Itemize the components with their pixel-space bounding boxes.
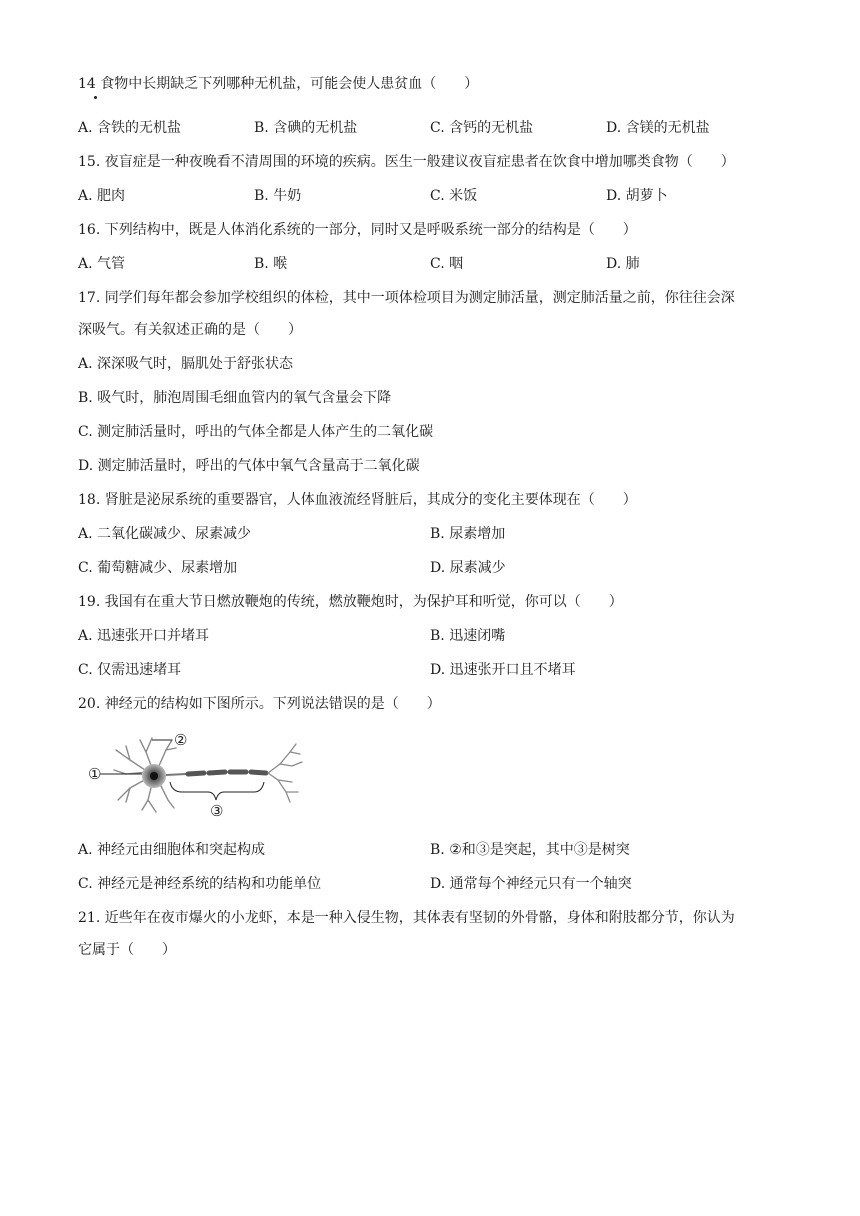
q20-option-d: D. 通常每个神经元只有一个轴突 <box>430 876 632 892</box>
figure-label-2: ② <box>174 731 188 749</box>
question-21-stem-line2: 它属于（ ） <box>78 942 176 958</box>
q16-option-c: C. 咽 <box>430 256 464 272</box>
question-20-stem: 20. 神经元的结构如下图所示。下列说法错误的是（ ） <box>78 696 441 712</box>
q15-option-b: B. 牛奶 <box>254 188 302 204</box>
question-15-stem: 15. 夜盲症是一种夜晚看不清周围的环境的疾病。医生一般建议夜盲症患者在饮食中增加哪类食物（ ） <box>78 154 735 170</box>
q19-option-d: D. 迅速张开口且不堵耳 <box>430 662 576 678</box>
myelin-sheath <box>188 772 266 774</box>
q14-option-b: B. 含碘的无机盐 <box>254 120 358 136</box>
q14-option-c: C. 含钙的无机盐 <box>430 120 534 136</box>
q17-option-b: B. 吸气时，肺泡周围毛细血管内的氧气含量会下降 <box>78 390 392 406</box>
q14-option-a: A. 含铁的无机盐 <box>78 120 182 136</box>
neuron-diagram <box>86 728 308 822</box>
question-18-stem: 18. 肾脏是泌尿系统的重要器官，人体血液流经肾脏后，其成分的变化主要体现在（ ） <box>78 492 637 508</box>
q16-option-d: D. 肺 <box>606 256 640 272</box>
question-16-stem: 16. 下列结构中，既是人体消化系统的一部分，同时又是呼吸系统一部分的结构是（ ） <box>78 222 637 238</box>
stray-dot <box>94 96 97 99</box>
question-17-stem-line1: 17. 同学们每年都会参加学校组织的体检，其中一项体检项目为测定肺活量，测定肺活量之前，你往往会深 <box>78 290 735 306</box>
question-21-stem-line1: 21. 近些年在夜市爆火的小龙虾，本是一种入侵生物，其体表有坚韧的外骨骼，身体和附肢都分节，你认为 <box>78 910 735 926</box>
q16-option-a: A. 气管 <box>78 256 126 272</box>
q18-option-d: D. 尿素减少 <box>430 560 506 576</box>
q18-option-a: A. 二氧化碳减少、尿素减少 <box>78 526 252 542</box>
q18-option-c: C. 葡萄糖减少、尿素增加 <box>78 560 238 576</box>
q17-option-d: D. 测定肺活量时，呼出的气体中氧气含量高于二氧化碳 <box>78 458 420 474</box>
q19-option-a: A. 迅速张开口并堵耳 <box>78 628 210 644</box>
q16-option-b: B. 喉 <box>254 256 288 272</box>
question-17-stem-line2: 深吸气。有关叙述正确的是（ ） <box>78 322 302 338</box>
q19-option-b: B. 迅速闭嘴 <box>430 628 506 644</box>
q17-option-c: C. 测定肺活量时，呼出的气体全都是人体产生的二氧化碳 <box>78 424 434 440</box>
nucleus <box>150 772 158 780</box>
question-14-stem: 14 食物中长期缺乏下列哪种无机盐，可能会使人患贫血（ ） <box>78 76 479 92</box>
q20-option-a: A. 神经元由细胞体和突起构成 <box>78 842 266 858</box>
axon-terminals <box>268 744 302 802</box>
q20-option-c: C. 神经元是神经系统的结构和功能单位 <box>78 876 322 892</box>
q15-option-a: A. 肥肉 <box>78 188 126 204</box>
q20-option-b: B. ②和③是突起，其中③是树突 <box>430 842 630 858</box>
figure-label-1: ① <box>88 765 102 783</box>
q17-option-a: A. 深深吸气时，膈肌处于舒张状态 <box>78 356 294 372</box>
q15-option-c: C. 米饭 <box>430 188 478 204</box>
figure-label-3: ③ <box>210 802 224 820</box>
q19-option-c: C. 仅需迅速堵耳 <box>78 662 182 678</box>
q15-option-d: D. 胡萝卜 <box>606 188 668 204</box>
q18-option-b: B. 尿素增加 <box>430 526 506 542</box>
q14-option-d: D. 含镁的无机盐 <box>606 120 710 136</box>
question-19-stem: 19. 我国有在重大节日燃放鞭炮的传统，燃放鞭炮时，为保护耳和听觉，你可以（ ） <box>78 594 623 610</box>
axon-hillock <box>166 774 186 775</box>
